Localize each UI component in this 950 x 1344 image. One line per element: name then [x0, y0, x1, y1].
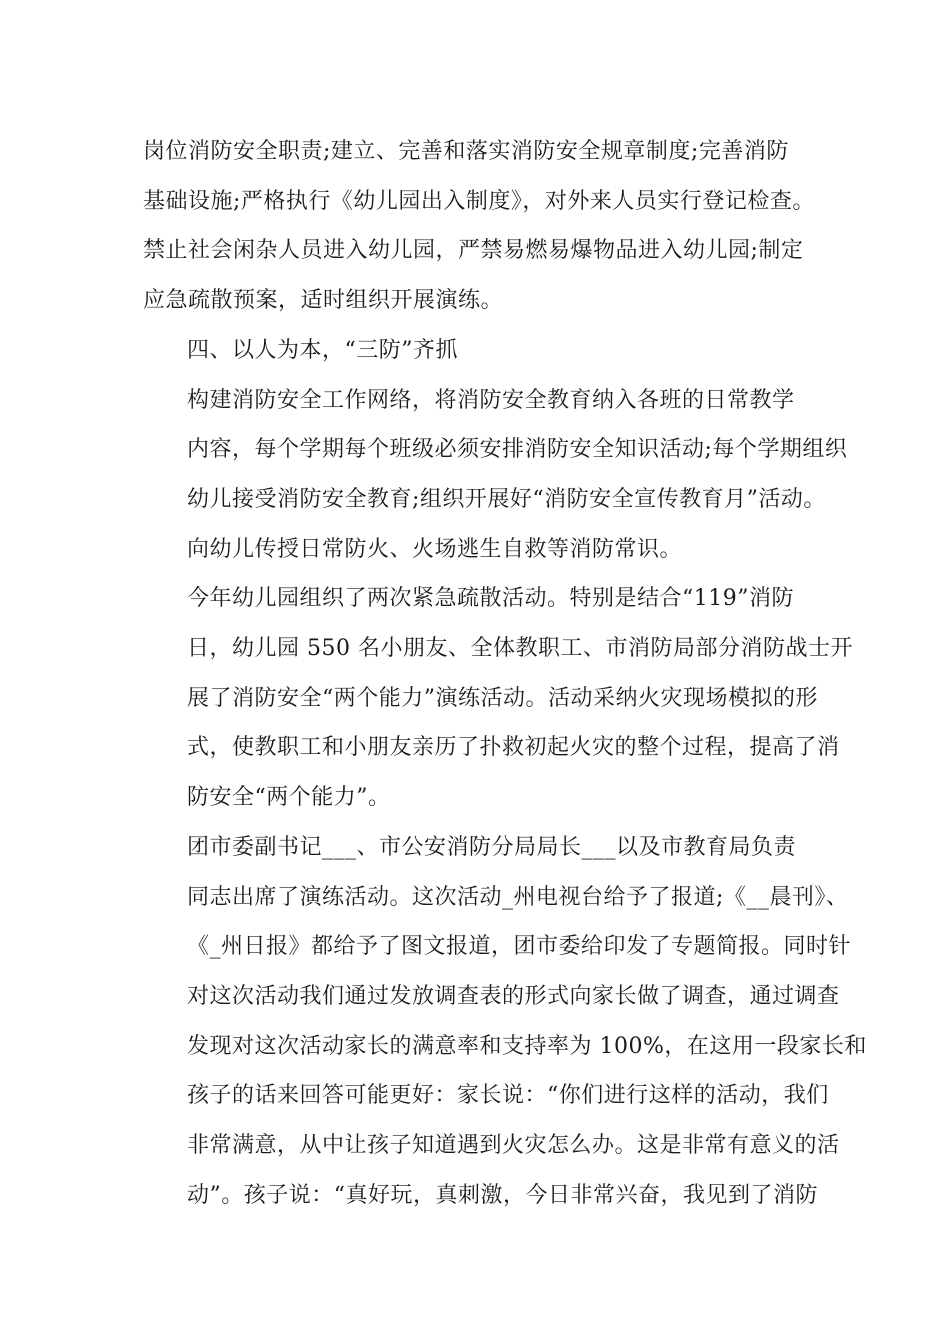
text-line: 应急疏散预案，适时组织开展演练。 [143, 288, 504, 314]
text-line: 发现对这次活动家长的满意率和支持率为 100%，在这用一段家长和 [187, 1033, 867, 1059]
paragraph [143, 376, 848, 575]
text-line: 团市委副书记___、市公安消防分局局长___以及市教育局负责 [187, 834, 797, 860]
text-line: 式，使教职工和小朋友亲历了扑救初起火灾的整个过程，提高了消 [187, 735, 840, 761]
text-line: 对这次活动我们通过发放调查表的形式向家长做了调查，通过调查 [187, 983, 840, 1009]
text-line: 防安全“两个能力”。 [187, 785, 391, 811]
paragraph [143, 823, 867, 1221]
text-line: 同志出席了演练活动。这次活动_州电视台给予了报道;《__晨刊》、 [187, 884, 849, 910]
text-line: 动”。孩子说：“真好玩，真刺激，今日非常兴奋，我见到了消防 [187, 1182, 818, 1208]
text-line: 四、以人为本，“三防”齐抓 [187, 337, 458, 363]
paragraph [143, 326, 808, 376]
text-line: 禁止社会闲杂人员进入幼儿园，严禁易燃易爆物品进入幼儿园;制定 [143, 238, 804, 264]
paragraph [143, 127, 815, 326]
text-line: 今年幼儿园组织了两次紧急疏散活动。特别是结合“119”消防 [187, 586, 794, 612]
text-line: 孩子的话来回答可能更好：家长说：“你们进行这样的活动，我们 [187, 1083, 829, 1109]
text-line: 幼儿接受消防安全教育;组织开展好“消防安全宣传教育月”活动。 [187, 486, 826, 512]
text-line: 基础设施;严格执行《幼儿园出入制度》，对外来人员实行登记检查。 [143, 188, 815, 214]
text-line: 非常满意，从中让孩子知道遇到火灾怎么办。这是非常有意义的活 [187, 1133, 840, 1159]
text-line: 向幼儿传授日常防火、火场逃生自救等消防常识。 [187, 536, 683, 562]
text-line: 展了消防安全“两个能力”演练活动。活动采纳火灾现场模拟的形 [187, 685, 818, 711]
text-line: 构建消防安全工作网络，将消防安全教育纳入各班的日常教学 [187, 387, 795, 413]
text-line: 日，幼儿园 550 名小朋友、全体教职工、市消防局部分消防战士开 [187, 636, 853, 662]
document-body [143, 127, 867, 1220]
paragraph [143, 574, 853, 823]
text-line: 内容，每个学期每个班级必须安排消防安全知识活动;每个学期组织 [187, 437, 848, 463]
text-line: 《_州日报》都给予了图文报道，团市委给印发了专题简报。同时针 [187, 934, 852, 960]
text-line: 岗位消防安全职责;建立、完善和落实消防安全规章制度;完善消防 [143, 139, 789, 164]
